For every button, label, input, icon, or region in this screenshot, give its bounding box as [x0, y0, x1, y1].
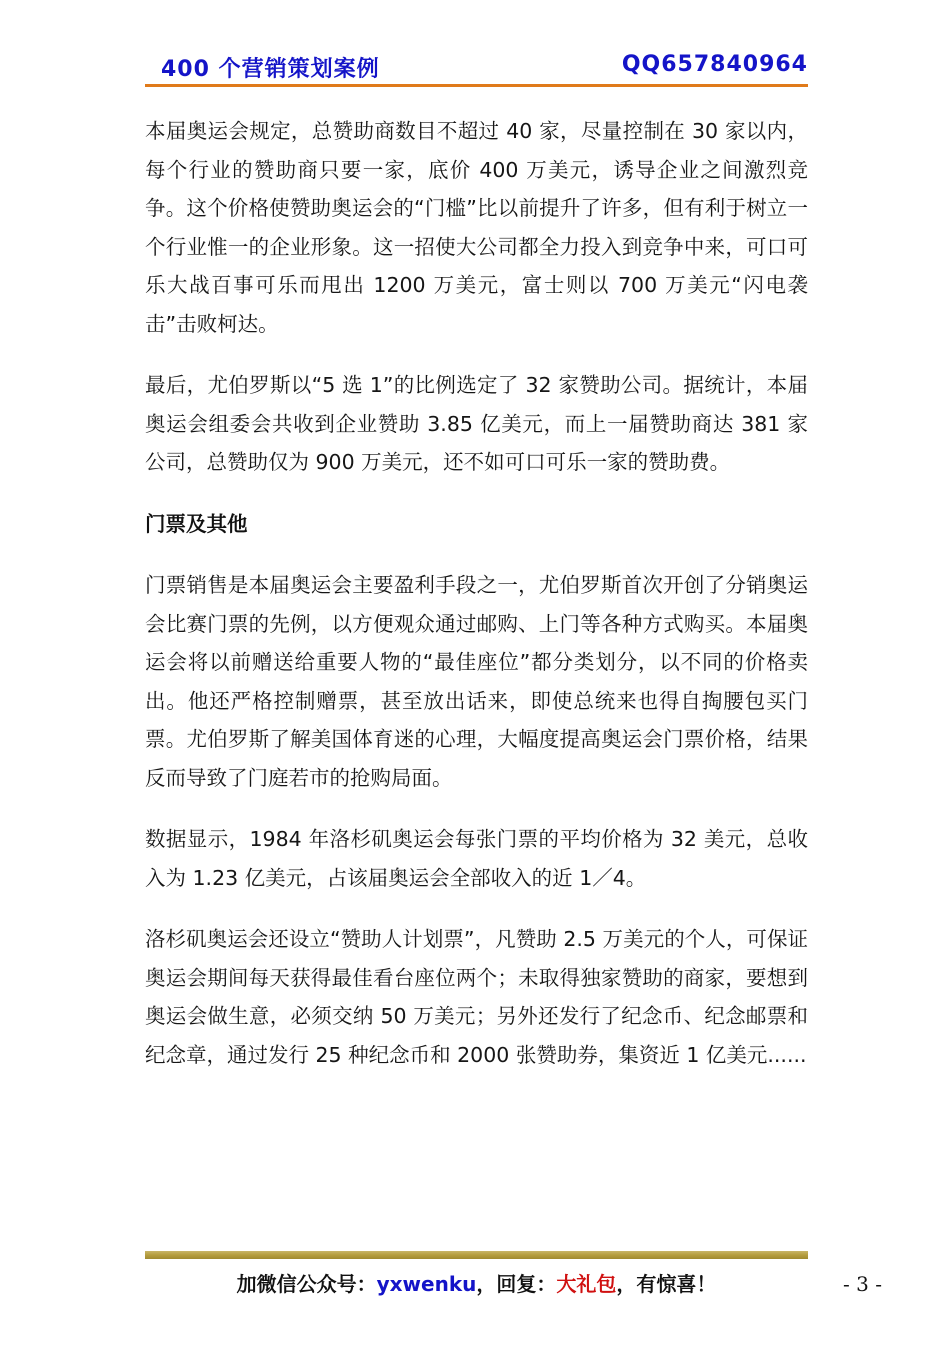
page-header: [145, 48, 808, 86]
header-divider: [145, 84, 808, 87]
footer-middle: ，回复：: [476, 1272, 557, 1296]
paragraph: 洛杉矶奥运会还设立“赞助人计划票”，凡赞助 2.5 万美元的个人，可保证奥运会期间每天获得最佳看台座位两个；未取得独家赞助的商家，要想到奥运会做生意，必须交纳 50 万美元；另外还发行了纪念币、纪念邮票和纪念章，通过发行 25 种纪念币和 2000 张赞助券，集资近 1 亿美元......: [145, 927, 808, 1067]
paragraph: 数据显示，1984 年洛杉矶奥运会每张门票的平均价格为 32 美元，总收入为 1.23 亿美元，占该届奥运会全部收入的近 1／4。: [145, 827, 808, 890]
footer-prefix: 加微信公众号：: [236, 1272, 377, 1296]
footer-wechat-id: yxwenku: [376, 1272, 477, 1296]
paragraph: 最后，尤伯罗斯以“5 选 1”的比例选定了 32 家赞助公司。据统计，本届奥运会组委会共收到企业赞助 3.85 亿美元，而上一届赞助商达 381 家公司，总赞助仅为 900 万美元，还不如可口可乐一家的赞助费。: [145, 373, 808, 474]
footer-suffix: ，有惊喜！: [616, 1272, 717, 1296]
paragraph: 本届奥运会规定，总赞助商数目不超过 40 家，尽量控制在 30 家以内，每个行业的赞助商只要一家，底价 400 万美元，诱导企业之间激烈竞争。这个价格使赞助奥运会的“门槛”比以前提升了许多，但有利于树立一个行业惟一的企业形象。这一招使大公司都全力投入到竞争中来，可口可乐大战百事可乐而甩出 1200 万美元，富士则以 700 万美元“闪电袭击”击败柯达。: [145, 119, 808, 336]
section-heading: 门票及其他: [145, 511, 248, 536]
page-number: - 3 -: [843, 1272, 882, 1296]
page-footer: [145, 1268, 808, 1297]
paragraph: 门票销售是本届奥运会主要盈利手段之一，尤伯罗斯首次开创了分销奥运会比赛门票的先例，以方便观众通过邮购、上门等各种方式购买。本届奥运会将以前赠送给重要人物的“最佳座位”都分类划分，以不同的价格卖出。他还严格控制赠票，甚至放出话来，即使总统来也得自掏腰包买门票。尤伯罗斯了解美国体育迷的心理，大幅度提高奥运会门票价格，结果反而导致了门庭若市的抢购局面。: [145, 573, 808, 790]
footer-divider: [145, 1251, 808, 1259]
document-body: [145, 112, 808, 1097]
header-qq-number: QQ657840964: [621, 52, 808, 77]
header-title: 400 个营销策划案例: [161, 57, 380, 82]
footer-gift: 大礼包: [556, 1272, 617, 1296]
